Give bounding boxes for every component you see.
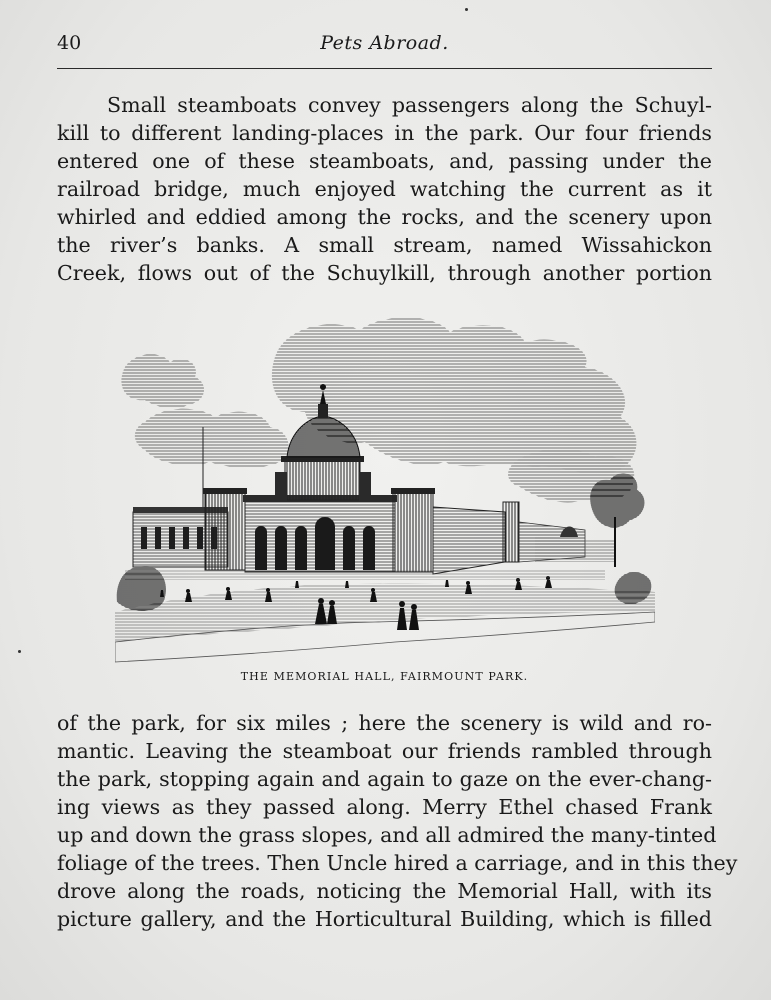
text-line: drove along the roads, noticing the Memorial Hall, with its [57, 879, 712, 903]
text-line: picture gallery, and the Horticultural Building, which is filled [57, 907, 712, 931]
text-line: entered one of these steamboats, and, passing under the [57, 149, 712, 173]
page-number: 40 [57, 32, 82, 54]
text-line: ing views as they passed along. Merry Ethel chased Frank [57, 795, 712, 819]
text-line: kill to different landing-places in the park. Our four friends [57, 121, 712, 145]
engraving-illustration [115, 312, 655, 667]
text-line: railroad bridge, much enjoyed watching the current as it [57, 177, 712, 201]
engraving-memorial-hall [115, 312, 655, 667]
figure-caption: THE MEMORIAL HALL, FAIRMOUNT PARK. [240, 670, 529, 683]
text-line: foliage of the trees. Then Uncle hired a carriage, and in this they [57, 851, 738, 875]
text-line: whirled and eddied among the rocks, and the scenery upon [57, 205, 712, 229]
header-rule [57, 68, 712, 69]
running-title: Pets Abroad. [320, 32, 449, 54]
text-line: up and down the grass slopes, and all admired the many-tinted [57, 823, 717, 847]
text-line: mantic. Leaving the steamboat our friends rambled through [57, 739, 712, 763]
text-line: the park, stopping again and again to gaze on the ever-chang- [57, 767, 712, 791]
print-speck [18, 650, 21, 653]
text-line: Small steamboats convey passengers along the Schuyl- [107, 93, 712, 117]
clouds [121, 317, 636, 502]
paragraph-bottom [57, 709, 738, 933]
page-header [57, 30, 712, 60]
text-line: of the park, for six miles ; here the scenery is wild and ro- [57, 711, 712, 735]
text-line: the river’s banks. A small stream, named Wissahickon [57, 233, 712, 257]
print-speck [465, 8, 468, 11]
text-line: Creek, flows out of the Schuylkill, through another portion [57, 261, 712, 285]
paragraph-top [57, 91, 712, 287]
